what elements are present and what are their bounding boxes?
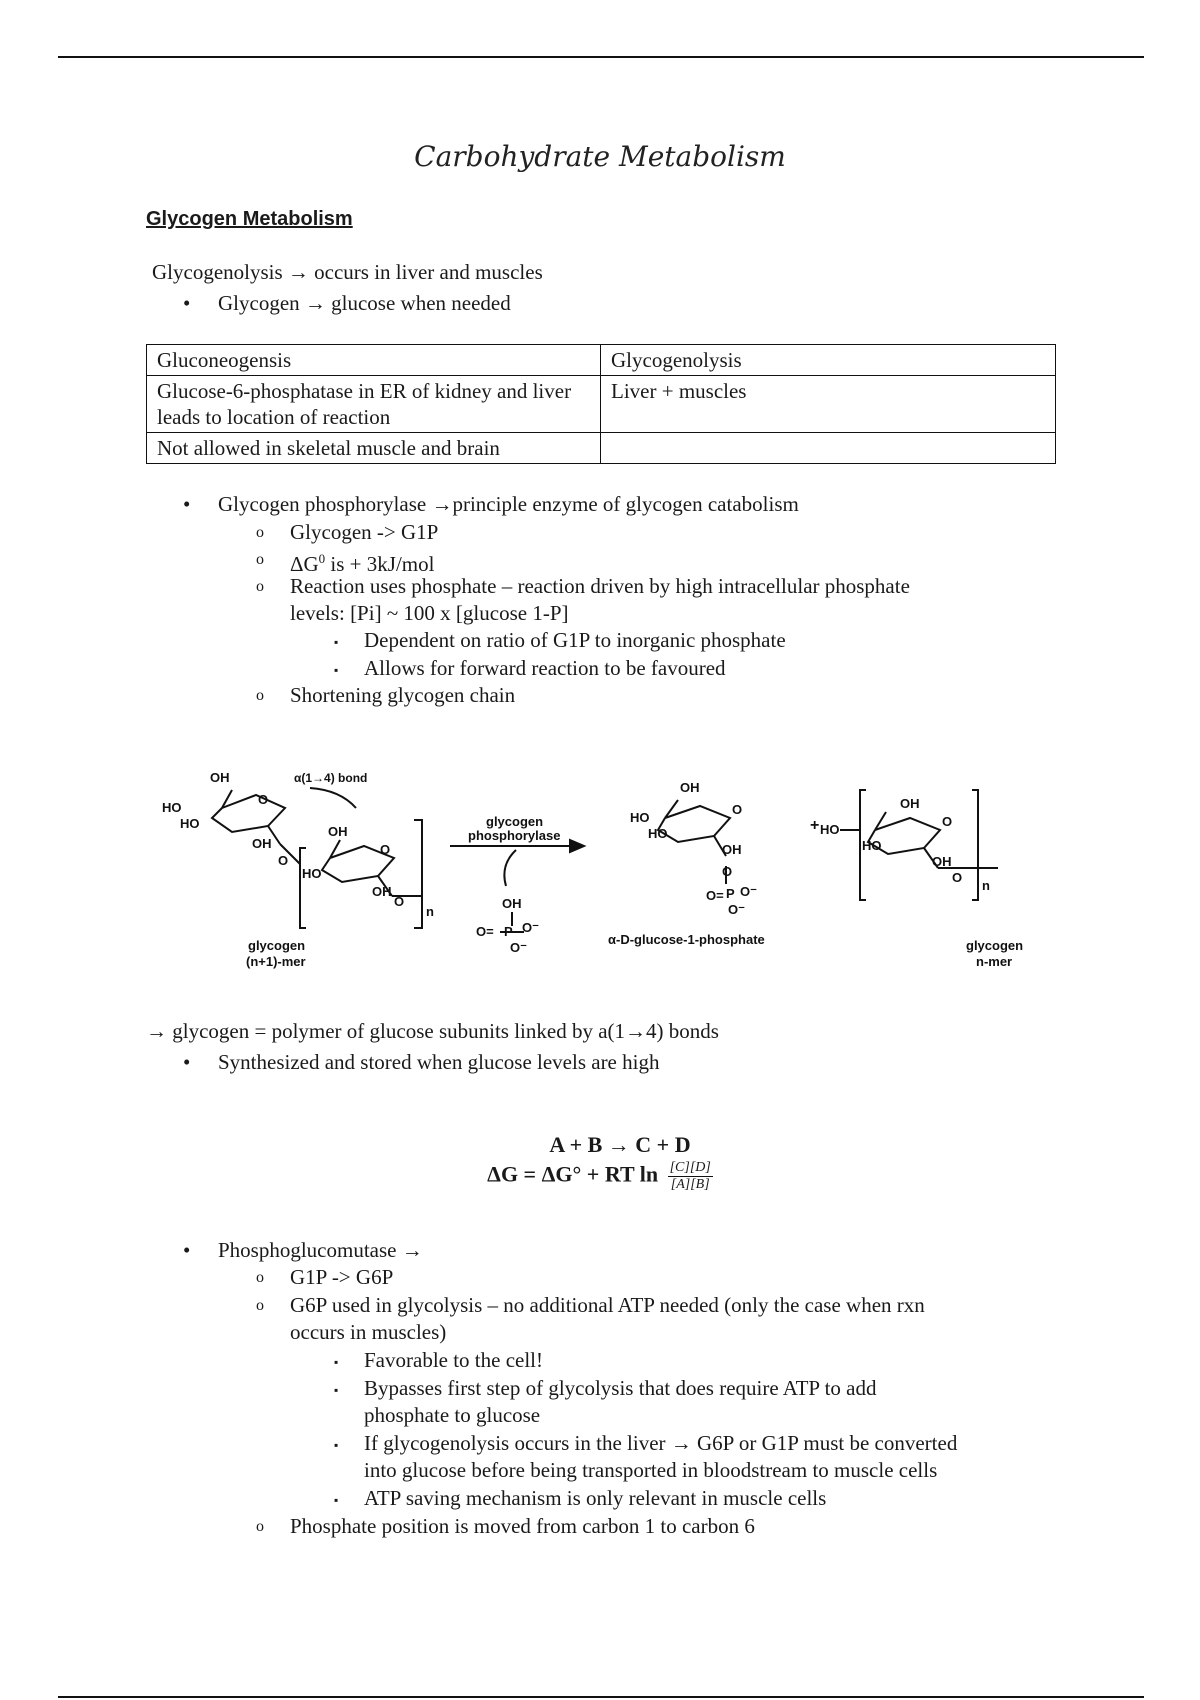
diagram-ring-oxygen: O	[380, 842, 391, 857]
table-cell: Glucose-6-phosphatase in ER of kidney and liver leads to location of reaction	[147, 376, 601, 433]
diagram-linking-oxygen: O	[952, 870, 963, 885]
phosphate-o-minus: O⁻	[522, 920, 539, 935]
table-cell: Liver + muscles	[601, 376, 1056, 433]
diagram-oh-label: OH	[252, 836, 272, 851]
mutase-sub2a: Favorable to the cell!	[364, 1348, 544, 1372]
phosphate-o-double: O=	[476, 924, 494, 939]
diagram-oh-label: OH	[502, 896, 522, 911]
right-product-label-1: glycogen	[966, 938, 1024, 953]
section-heading: Glycogen Metabolism	[146, 208, 353, 230]
reaction-equation: A + B → C + D	[549, 1132, 691, 1157]
diagram-ho-label: HO	[302, 866, 322, 881]
diagram-ring-oxygen: O	[258, 792, 269, 807]
table-cell: Not allowed in skeletal muscle and brain	[147, 433, 601, 464]
delta-g-superscript: 0	[318, 551, 326, 566]
right-product-label-2: n-mer	[976, 954, 1013, 969]
intro-line: Glycogenolysis → occurs in liver and muscles	[152, 260, 543, 284]
bond-label: α(1→4) bond	[294, 771, 368, 785]
diagram-linking-oxygen: O	[394, 894, 405, 909]
mutase-sub1: G1P -> G6P	[290, 1265, 394, 1289]
repeat-n-label: n	[982, 878, 990, 893]
diagram-oh-label: OH	[932, 854, 952, 869]
bottom-rule	[58, 1696, 1144, 1698]
phosphate-o-minus: O⁻	[728, 902, 745, 917]
intro-bullet: Glycogen → glucose when needed	[218, 291, 511, 315]
circle-marker: o	[256, 524, 264, 541]
diagram-oh-label: OH	[210, 770, 230, 785]
circle-marker: o	[256, 687, 264, 704]
top-rule	[58, 56, 1144, 58]
square-marker: ▪	[334, 1383, 339, 1397]
bullet-marker: •	[183, 492, 191, 516]
table-header-cell: Glycogenolysis	[601, 345, 1056, 376]
phosphorylase-sub3a: Dependent on ratio of G1P to inorganic phosphate	[364, 628, 786, 652]
diagram-ho-label: HO	[862, 838, 882, 853]
mutase-sub2c-line2: into glucose before being transported in bloodstream to muscle cells	[364, 1458, 938, 1482]
enzyme-label-1: glycogen	[486, 814, 544, 829]
phosphate-p: P	[504, 924, 513, 939]
diagram-ho-label: HO	[162, 800, 182, 815]
mutase-sub2d: ATP saving mechanism is only relevant in muscle cells	[364, 1486, 827, 1510]
diagram-oh-label: OH	[328, 824, 348, 839]
diagram-ho-label: HO	[630, 810, 650, 825]
phosphorylase-bullet: Glycogen phosphorylase →principle enzyme of glycogen catabolism	[218, 492, 799, 516]
product-label: α-D-glucose-1-phosphate	[608, 932, 765, 947]
fraction-denominator: [A][B]	[670, 1177, 710, 1192]
diagram-oh-label: OH	[722, 842, 742, 857]
bullet-marker: •	[183, 291, 191, 315]
comparison-table	[146, 344, 1056, 464]
phosphorylase-sub3-line2: levels: [Pi] ~ 100 x [glucose 1-P]	[290, 601, 569, 625]
diagram-ring-oxygen: O	[942, 814, 953, 829]
fraction-numerator: [C][D]	[669, 1160, 711, 1175]
mutase-sub2c-line1: If glycogenolysis occurs in the liver → G6P or G1P must be converted	[364, 1431, 958, 1455]
table-row	[147, 345, 1056, 376]
diagram-oh-label: OH	[900, 796, 920, 811]
phosphate-p: P	[726, 886, 735, 901]
table-cell	[601, 433, 1056, 464]
phosphorylase-sub1: Glycogen -> G1P	[290, 520, 439, 544]
square-marker: ▪	[334, 663, 339, 677]
diagram-ho-label: HO	[648, 826, 668, 841]
phosphorylase-sub4: Shortening glycogen chain	[290, 683, 516, 707]
square-marker: ▪	[334, 1438, 339, 1452]
plus-sign: +	[810, 817, 820, 834]
square-marker: ▪	[334, 1355, 339, 1369]
phosphorylase-sub2	[290, 547, 434, 576]
circle-marker: o	[256, 578, 264, 595]
diagram-ho-label: HO	[820, 822, 840, 837]
bullet-marker: •	[183, 1238, 191, 1262]
diagram-ho-label: HO	[180, 816, 200, 831]
phosphorylase-sub3-line1: Reaction uses phosphate – reaction driven by high intracellular phosphate	[290, 574, 910, 598]
polymer-line: → glycogen = polymer of glucose subunits linked by a(1→4) bonds	[146, 1019, 719, 1043]
table-header-cell: Gluconeogensis	[147, 345, 601, 376]
mutase-sub2b-line1: Bypasses first step of glycolysis that does require ATP to add	[364, 1376, 877, 1400]
free-energy-text: ΔG = ΔG° + RT ln	[487, 1161, 659, 1187]
circle-marker: o	[256, 551, 264, 568]
mutase-sub3: Phosphate position is moved from carbon 1 to carbon 6	[290, 1514, 755, 1538]
diagram-linking-oxygen: O	[722, 864, 733, 879]
phosphorylase-sub3b: Allows for forward reaction to be favoured	[364, 656, 726, 680]
glycogen-phosphorylase-reaction-diagram	[160, 760, 1100, 985]
left-product-label-1: glycogen	[248, 938, 306, 953]
circle-marker: o	[256, 1269, 264, 1286]
bullet-marker: •	[183, 1050, 191, 1074]
phosphate-o-minus: O⁻	[510, 940, 527, 955]
page-title: Carbohydrate Metabolism	[414, 140, 786, 173]
circle-marker: o	[256, 1297, 264, 1314]
square-marker: ▪	[334, 1493, 339, 1507]
glucose-ring	[212, 795, 285, 832]
diagram-linking-oxygen: O	[278, 853, 289, 868]
left-product-label-2: (n+1)-mer	[246, 954, 306, 969]
enzyme-label-2: phosphorylase	[468, 828, 561, 843]
phosphate-o-double: O=	[706, 888, 724, 903]
square-marker: ▪	[334, 635, 339, 649]
delta-g-value: is + 3kJ/mol	[325, 552, 435, 576]
mutase-sub2b-line2: phosphate to glucose	[364, 1403, 541, 1427]
delta-g-text: ΔG	[290, 552, 319, 576]
repeat-n-label: n	[426, 904, 434, 919]
table-row	[147, 376, 1056, 433]
diagram-ring-oxygen: O	[732, 802, 743, 817]
free-energy-equation	[0, 1160, 1200, 1193]
mutase-bullet: Phosphoglucomutase →	[218, 1238, 423, 1262]
mutase-sub2-line1: G6P used in glycolysis – no additional ATP needed (only the case when rxn	[290, 1293, 925, 1317]
polymer-bullet: Synthesized and stored when glucose levels are high	[218, 1050, 660, 1074]
concentration-fraction	[668, 1160, 713, 1193]
circle-marker: o	[256, 1518, 264, 1535]
phosphate-o-minus: O⁻	[740, 884, 757, 899]
diagram-oh-label: OH	[372, 884, 392, 899]
table-row	[147, 433, 1056, 464]
diagram-oh-label: OH	[680, 780, 700, 795]
mutase-sub2-line2: occurs in muscles)	[290, 1320, 447, 1344]
